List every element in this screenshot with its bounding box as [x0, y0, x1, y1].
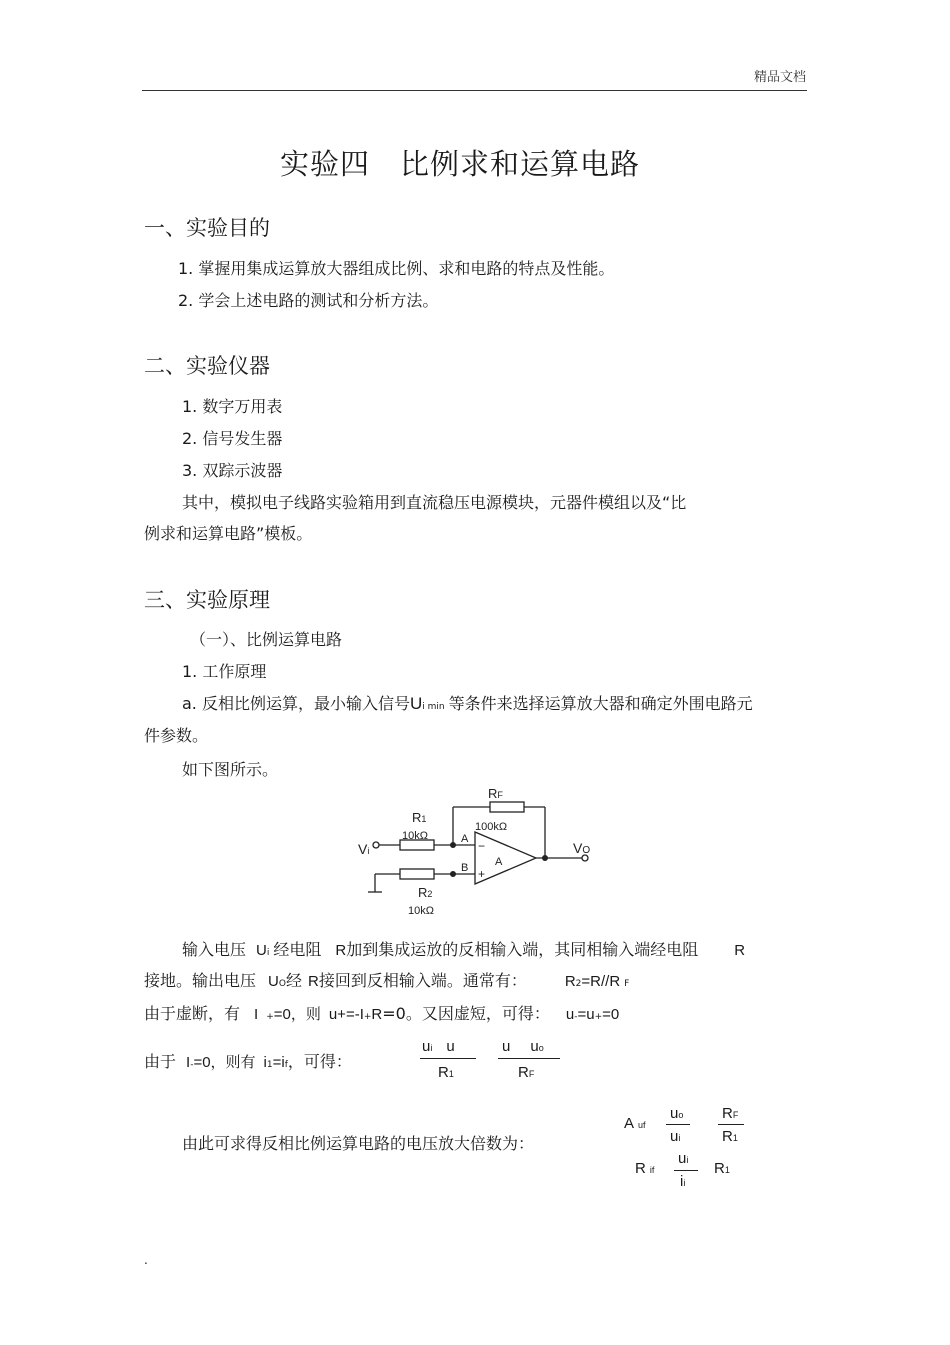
a-line1-pre: a. 反相比例运算，最小输入信号 — [182, 694, 410, 713]
section2-item-2: 2. 信号发生器 — [182, 429, 283, 448]
section1-item-2: 2. 学会上述电路的测试和分析方法。 — [178, 291, 439, 310]
p2-text-c: u+=-I — [328, 1006, 364, 1023]
frac1-den: R1 — [438, 1064, 454, 1081]
rif-r1: R1 — [714, 1160, 730, 1177]
auf-frac1-line — [666, 1124, 690, 1125]
auf-label: Auf — [624, 1115, 646, 1132]
p1-text-f: 接回到反相输入端。通常有： — [318, 971, 527, 990]
section3-heading: 三、实验原理 — [144, 588, 270, 612]
p2-text-d: R — [371, 1006, 383, 1023]
figure-caption: 如下图所示。 — [182, 760, 279, 779]
p1-text-d: 接地。输出电压 — [144, 971, 257, 990]
rif-frac-den: ii — [680, 1173, 686, 1190]
p3-text-b: =0，则有 — [193, 1054, 256, 1071]
p3-line: 由于 I-=0，则有 i1=if，可得： — [144, 1052, 352, 1071]
p1-text-c: 加到集成运放的反相输入端，其同相输入端经电阻 — [346, 940, 699, 959]
header-rule — [142, 90, 807, 91]
p1-i: i — [266, 948, 270, 958]
header-label: 精品文档 — [753, 70, 806, 85]
p3-text-a: 由于 — [144, 1052, 177, 1071]
frac2-den: RF — [518, 1064, 535, 1081]
footer-dot: . — [144, 1253, 148, 1267]
p2-text-e: =0。又因虚短，可得： — [382, 1004, 550, 1023]
p4-line: 由此可求得反相比例运算电路的电压放大倍数为： — [182, 1134, 535, 1153]
a-line1-post: 等条件来选择运算放大器和确定外围电路元 — [448, 694, 753, 713]
section2-item-1: 1. 数字万用表 — [182, 397, 283, 416]
frac2-line — [498, 1058, 560, 1059]
r2-label: R2 — [418, 885, 433, 900]
minus-sign: − — [478, 839, 486, 853]
vo-label: VO — [573, 840, 591, 856]
p2-text-g: =u — [577, 1006, 595, 1023]
p3-i1: i — [263, 1054, 267, 1071]
p2-text-f: u — [565, 1006, 575, 1023]
auf-frac1-den: ui — [670, 1128, 681, 1145]
section3-sub1: （一）、比例运算电路 — [190, 630, 343, 649]
p1-text-e: 经 — [285, 971, 302, 990]
p1-r: R — [335, 942, 347, 959]
rif-frac-line — [674, 1170, 698, 1171]
p1-text-a: 输入电压 — [182, 940, 247, 959]
p2-i: I — [254, 1006, 259, 1023]
p2-text-a: 由于虚断，有 — [144, 1004, 241, 1023]
section2-item-3: 3. 双踪示波器 — [182, 461, 283, 480]
section1-item-1: 1. 掌握用集成运算放大器组成比例、求和电路的特点及性能。 — [178, 259, 615, 278]
section3-a-line2: 件参数。 — [144, 726, 209, 745]
p2-line: 由于虚断，有 I +=0，则 u+=-I+R=0。又因虚短，可得： u-=u+=0 — [144, 1004, 620, 1023]
auf-frac2-num: RF — [722, 1105, 739, 1122]
p1-eq-f: F — [624, 979, 630, 989]
section2-para-line2: 例求和运算电路”模板。 — [144, 524, 313, 543]
p1-r2: R — [734, 942, 746, 959]
section3-a-line1 — [182, 691, 753, 714]
r1-label: R1 — [412, 810, 427, 825]
section3-sub2: 1. 工作原理 — [182, 662, 267, 681]
auf-frac2-line — [718, 1124, 744, 1125]
p1-line1 — [182, 937, 745, 960]
rf-value: 100kΩ — [475, 821, 508, 833]
p1-uo: U — [268, 973, 279, 990]
p3-text-d: ，可得： — [287, 1052, 352, 1071]
a-line1-sub: i min — [422, 702, 445, 712]
node-b-label: B — [461, 862, 469, 874]
page-title: 实验四 比例求和运算电路 — [279, 147, 640, 181]
p1-eq-rest: =R//R — [581, 973, 621, 990]
a-line1-U: U — [409, 694, 423, 713]
auf-frac1-num: uo — [670, 1105, 684, 1122]
p2-text-b: =0，则 — [273, 1006, 321, 1023]
p3-text-c: =i — [272, 1054, 285, 1071]
section1-heading: 一、实验目的 — [144, 216, 270, 240]
p1-eq-r: R — [564, 973, 576, 990]
section2-heading: 二、实验仪器 — [144, 354, 270, 378]
rf-label: RF — [488, 786, 503, 801]
circuit-diagram — [340, 780, 610, 925]
rif-frac-num: ui — [678, 1150, 689, 1167]
frac1-num: ui u — [422, 1038, 455, 1055]
amp-label: A — [495, 856, 503, 868]
frac1-line — [420, 1058, 476, 1059]
vi-label: Vi — [358, 841, 370, 857]
p1-line2: 接地。输出电压 UO经 R接回到反相输入端。通常有： R2=R//R F — [144, 971, 630, 990]
node-a-label: A — [461, 833, 469, 845]
p3-i: I — [186, 1054, 191, 1071]
p1-o: O — [278, 979, 286, 989]
p2-text-h: =0 — [602, 1006, 620, 1023]
frac2-num: u uo — [502, 1038, 544, 1055]
plus-sign: + — [478, 867, 486, 881]
auf-frac2-den: R1 — [722, 1128, 738, 1145]
p1-rf: R — [307, 973, 319, 990]
p1-u: U — [256, 942, 267, 959]
section2-para-line1: 其中，模拟电子线路实验箱用到直流稳压电源模块，元器件模组以及“比 — [182, 493, 687, 512]
rif-label: Rif — [635, 1160, 655, 1177]
p1-text-b: 经电阻 — [273, 940, 322, 959]
r1-value: 10kΩ — [402, 830, 428, 842]
r2-value: 10kΩ — [408, 905, 434, 917]
